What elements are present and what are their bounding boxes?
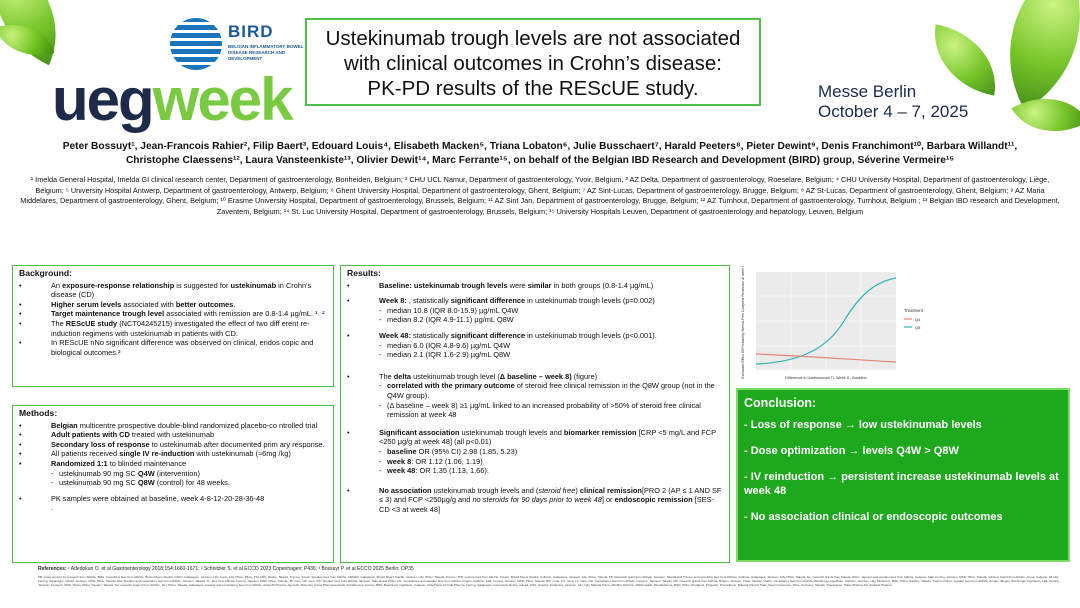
venue-dates: October 4 – 7, 2025 xyxy=(818,102,969,121)
methods-subitem: - ustekinumab 90 mg SC Q4W (intervention) xyxy=(19,469,327,479)
background-item: • Target maintenance trough level associated with remission are 0.8-1.4 µg/mL. ¹˒ ² xyxy=(19,309,327,319)
bird-logo-text: BIRD xyxy=(228,22,274,41)
conclusion-point: - Loss of response → low ustekinumab levels xyxy=(744,419,982,431)
results-section xyxy=(340,265,730,563)
results-item: • Significant association ustekinumab trough levels and biomarker remission [CRP <5 mg/L and FCP <250 µg/g at week 48] (all p<0.01) xyxy=(347,428,723,447)
legend-title: Treatment xyxy=(904,308,923,313)
y-axis-label: Estimated Effect Of Probability Steroid-Free Complete Remission at week 48 xyxy=(741,266,745,379)
results-item: • The delta ustekinumab trough level (Δ baseline – week 8) (figure) xyxy=(347,372,723,382)
legend-item: Q4 xyxy=(915,317,921,322)
section-heading: Conclusion: xyxy=(744,396,817,410)
ueg-week-logo: uegweek xyxy=(52,66,292,133)
results-item: • Week 8: , statistically significant difference in ustekinumab trough levels (p=0.002) xyxy=(347,296,723,306)
methods-item: • Randomized 1:1 to blinded maintenance xyxy=(19,459,327,469)
results-item: • Week 48: statistically significant difference in ustekinumab trough levels (p<0.001). xyxy=(347,331,723,341)
results-subitem: - median 10.8 (IQR 8.0-15.9) µg/mL Q4W xyxy=(347,306,723,316)
probability-chart xyxy=(734,266,954,384)
conclusion-section xyxy=(736,388,1070,562)
results-item: • No association ustekinumab trough levels and (steroid free) clinical remission[PRO 2 (AP ≤ 1 AND SF ≤ 3) and FCP <250µg/g and no steroids for 90 days prior to week 48] or endoscopic remission [SES-CD <3 at week 48] xyxy=(347,486,723,515)
results-subitem: - baseline OR (95% CI) 2.98 (1.85, 5.23) xyxy=(347,447,723,457)
bird-globe-icon xyxy=(170,18,222,70)
methods-item: • Adult patients with CD treated with ustekinumab xyxy=(19,430,327,440)
poster-title xyxy=(305,18,761,106)
probability-figure xyxy=(734,266,954,384)
conclusion-point: - No association clinical or endoscopic outcomes xyxy=(744,511,1003,523)
section-heading: Background: xyxy=(19,268,72,278)
methods-item-trailing: . xyxy=(51,503,54,513)
x-axis-label: Difference in Ustekinumab TL Week 8 - Baseline xyxy=(785,376,867,380)
results-subitem: - median 2.1 (IQR 1.6-2.9) µg/mL Q8W xyxy=(347,350,723,360)
bird-logo-subtitle: BELGIAN INFLAMMATORY BOWEL DISEASE RESEARCH AND DEVELOPMENT xyxy=(228,44,304,61)
methods-item: • PK samples were obtained at baseline, week 4-8-12-20-28-36-48 xyxy=(19,494,327,504)
title-line: with clinical outcomes in Crohn’s disease: xyxy=(344,52,722,75)
methods-item: • Belgian multicentre prospective double-blind randomized placebo-co ntrolled trial xyxy=(19,421,327,431)
references: References: ¹ Adedokun O. et al Gastroenterology 2018;154:1660-1671; ² Schnitzler S. et al ECCO 2023 Copenhagen; P436; ³ Bossuyt P. et al ECCO 2025 Berlin; OP35 xyxy=(38,566,414,572)
background-item: • In REScUE nNo significant difference was observed on clinical, endos copic and biological outcomes.³ xyxy=(19,338,327,357)
section-heading: Methods: xyxy=(19,408,58,418)
methods-item: • All patients received single IV re-induction with ustekinumab (≈6mg /kg) xyxy=(19,449,327,459)
conclusion-point: - IV reinduction → persistent increase ustekinumab levels at week 48 xyxy=(744,471,1059,497)
methods-section xyxy=(12,405,334,563)
results-subitem: - week 8: OR 1.12 (1.06, 1.19) xyxy=(347,457,723,467)
background-item: • The REScUE study (NCT04245215) investigated the effect of two diff erent re-induction regimens with ustekinumab in patients with CD. xyxy=(19,319,327,338)
title-line: Ustekinumab trough levels are not associated xyxy=(325,27,741,50)
results-subitem: - (Δ baseline – week 8) ≥1 µg/mL linked to an increased probability of >50% of steroid free clinical remission at week 48 xyxy=(347,401,723,420)
venue-info xyxy=(818,82,968,122)
methods-item: • Secondary loss of response to ustekinumab after documented prim ary response. xyxy=(19,440,327,450)
title-line: PK-PD results of the REScUE study. xyxy=(367,77,699,100)
background-section xyxy=(12,265,334,387)
section-heading: Results: xyxy=(347,268,381,278)
methods-subitem: - ustekinumab 90 mg SC Q8W (control) for 48 weeks. xyxy=(19,478,327,488)
results-subitem: - median 8.2 (IQR 4.9-11.1) µg/mL Q8W xyxy=(347,315,723,325)
results-subitem: - median 6.0 (IQR 4.8-9.6) µg/mL Q4W xyxy=(347,341,723,351)
background-item: • An exposure-response relationship is suggested for ustekinumab in Crohn's disease (CD) xyxy=(19,281,327,300)
results-subitem: - correlated with the primary outcome of steroid free clinical remission in the Q8W group (not in the Q4W group). xyxy=(347,381,723,400)
affiliation-list: ¹ Imelda General Hospital, Imelda GI clinical research center, Department of gastroenterology, Bonheiden, Belgium; ² CHU UCL Namur, Department of gastroenterology, Yvoir, Belgium, ³ AZ Delta, Department of gastroenterology, Roeselare, Belgium; ⁴ CHU University Hospital, Department of gastroenterology, Liège, Belgium; ⁵ University Hospital Antwerp, Department of gastroenterology, Antwerp, Belgium; ⁶ Ghent University Hospital, Department of gastroenterology, Ghent, Belgium; ⁷ AZ Sint-Lucas, Department of gastroenterology, Brugge, Belgium; ⁸ AZ St-Lucas, Department of gastroenterology, Ghent, Belgium; ⁹ AZ Maria Middelares, Department of gastroenterology, Ghent, Belgium; ¹⁰ Erasme University Hospital, Department of gastroenterology, Brussels, Belgium; ¹¹ AZ Sint Jan, Department of gastroenterology, Brugge, Belgium; ¹² AZ Turnhout, Department of gastroenterology, Turnhout, Belgium ; ¹³ Belgian IBD research and Development, Zaventem, Belgium; ¹⁴ St. Luc University Hospital, Department of gastroenterology, Brussels, Belgium; ¹⁵ University Hospitals Leuven, Department of gastroenterology and hepatology, Leuven, Belgium xyxy=(20,175,1060,216)
results-subitem: - week 48: OR 1.35 (1.13, 1.66). xyxy=(347,466,723,476)
venue-location: Messe Berlin xyxy=(818,82,917,101)
author-list: Peter Bossuyt¹, Jean-Francois Rahier², Filip Baert³, Edouard Louis⁴, Elisabeth Macken⁵, Triana Lobaton⁶, Julie Busschaert⁷, Harald Peeters⁸, Pieter Dewint⁹, Denis Franchimont¹⁰, Barbara Willandt¹¹, Christophe Claessens¹², Laura Vansteenkiste¹³, Olivier Dewit¹⁴, Marc Ferrante¹⁵, on behalf of the Belgian IBD Research and Development (BIRD) group, Séverine Vermeire¹⁵ xyxy=(62,141,1018,166)
background-item: • Higher serum levels associated with better outcomes. xyxy=(19,300,327,310)
conclusion-point: - Dose optimization → levels Q4W > Q8W xyxy=(744,445,959,457)
disclosures: PB: Grant support for research from AbbVie, BMS, Consulting fees from AbbVie, Bristol Myers Squibb, CSFC, Galapagos, Janssen, Lilly, Lupin, Lilly, Pfizer, Pfizer, PSI-CRO, Roche, Takeda, Tramvo, Sanofi; Speaker fees from AbbVie, AMGEN, Galapagos, Bristol Myers Squibb, Janssen, Lilly, Pfizer, Takeda, Tramvo; JFR: Lecture fees from AbbVie, Amgen, Bristol Myers Squibb, Celltrion, Galapagos, Janssen, Lilly, Pfizer, Takeda; FB: Research grant from AbbVie, Janssen, Takeda and Tramvo and consulting fees from AbbVie, Celltrion, Galapagos, Janssen, Lilly, Pfizer, Takeda; EL: research grants from Takeda, Pfizer, Janssen and speaker fees from AbbVie, Celgene, Falk, Ferring, Janssen, MSD, Pfizer, Takeda; advisory board from AbbVie, Arena, Celgene, Eli Lilly, Ferring, Galapagos, Gilead, Janssen, MSD, Pfizer, Takeda; EM: Speaker and consultancy fees from AbbVie, Janssen, Takeda; TL: fees from AbbVie, Ferring, Janssen, MSD, Pfizer, Takeda; JB: none; HP: none; PD: Speaker fees from AbbVie, Janssen, Takeda and Pfizer; DF: Consultancy and speaker fees from AbbVie, Amgen, Celltrion, Falk, Ferring, Janssen, MSD, Pfizer, Takeda; BW: none; CC: none; LV: none; OD: Consultancy fees from AbbVie, Celgene, Janssen, Takeda; MF: research grants from AbbVie, Biogen, Janssen, Pfizer, Takeda, Viatris; consultancy fees from AbbVie, Boehringer-Ingelheim, Celltrion, Janssen, Lilly, Medtronic, MSD, Pfizer, Sandoz, Takeda, Thermo Fisher; speaker fees from AbbVie, Amgen, Biogen, Boehringer-Ingelheim, Falk, Ferring, Janssen, Lamepro, MSD, Mylan, Pfizer, Sandoz, Takeda; SV: research support from AbbVie, J&J, Pfizer, Takeda, Galapagos; speaker and consultancy fees from AbbVie, AbolerIS Pharma, AgomAb, Alimentiv, Arena Pharmaceuticals, AstraZeneca, Avaxia, BMS, Boehringer Ingelheim, Celgene, CVasThera, Dr Falk Pharma, Ferring, Galapagos, Genentech-Roche, Gilead, GSK, Hospira, Imidomics, Janssen, J&J, Lilly, Materia Prima, MiroBio, Morphic, MRM Health, Mundipharma, MSD, Pfizer, Prodigest, Progenity, Prometheus, Robarts Clinical Trials, Second Genome, Shire, Surrozen, Takeda, Theravance, Tillots Pharma AG, Zealand Pharma. xyxy=(38,575,1060,588)
legend-item: Q8 xyxy=(915,325,921,330)
results-item: • Baseline: ustekinumab trough levels were similar in both groups (0.8-1.4 µg/mL) xyxy=(347,281,723,291)
